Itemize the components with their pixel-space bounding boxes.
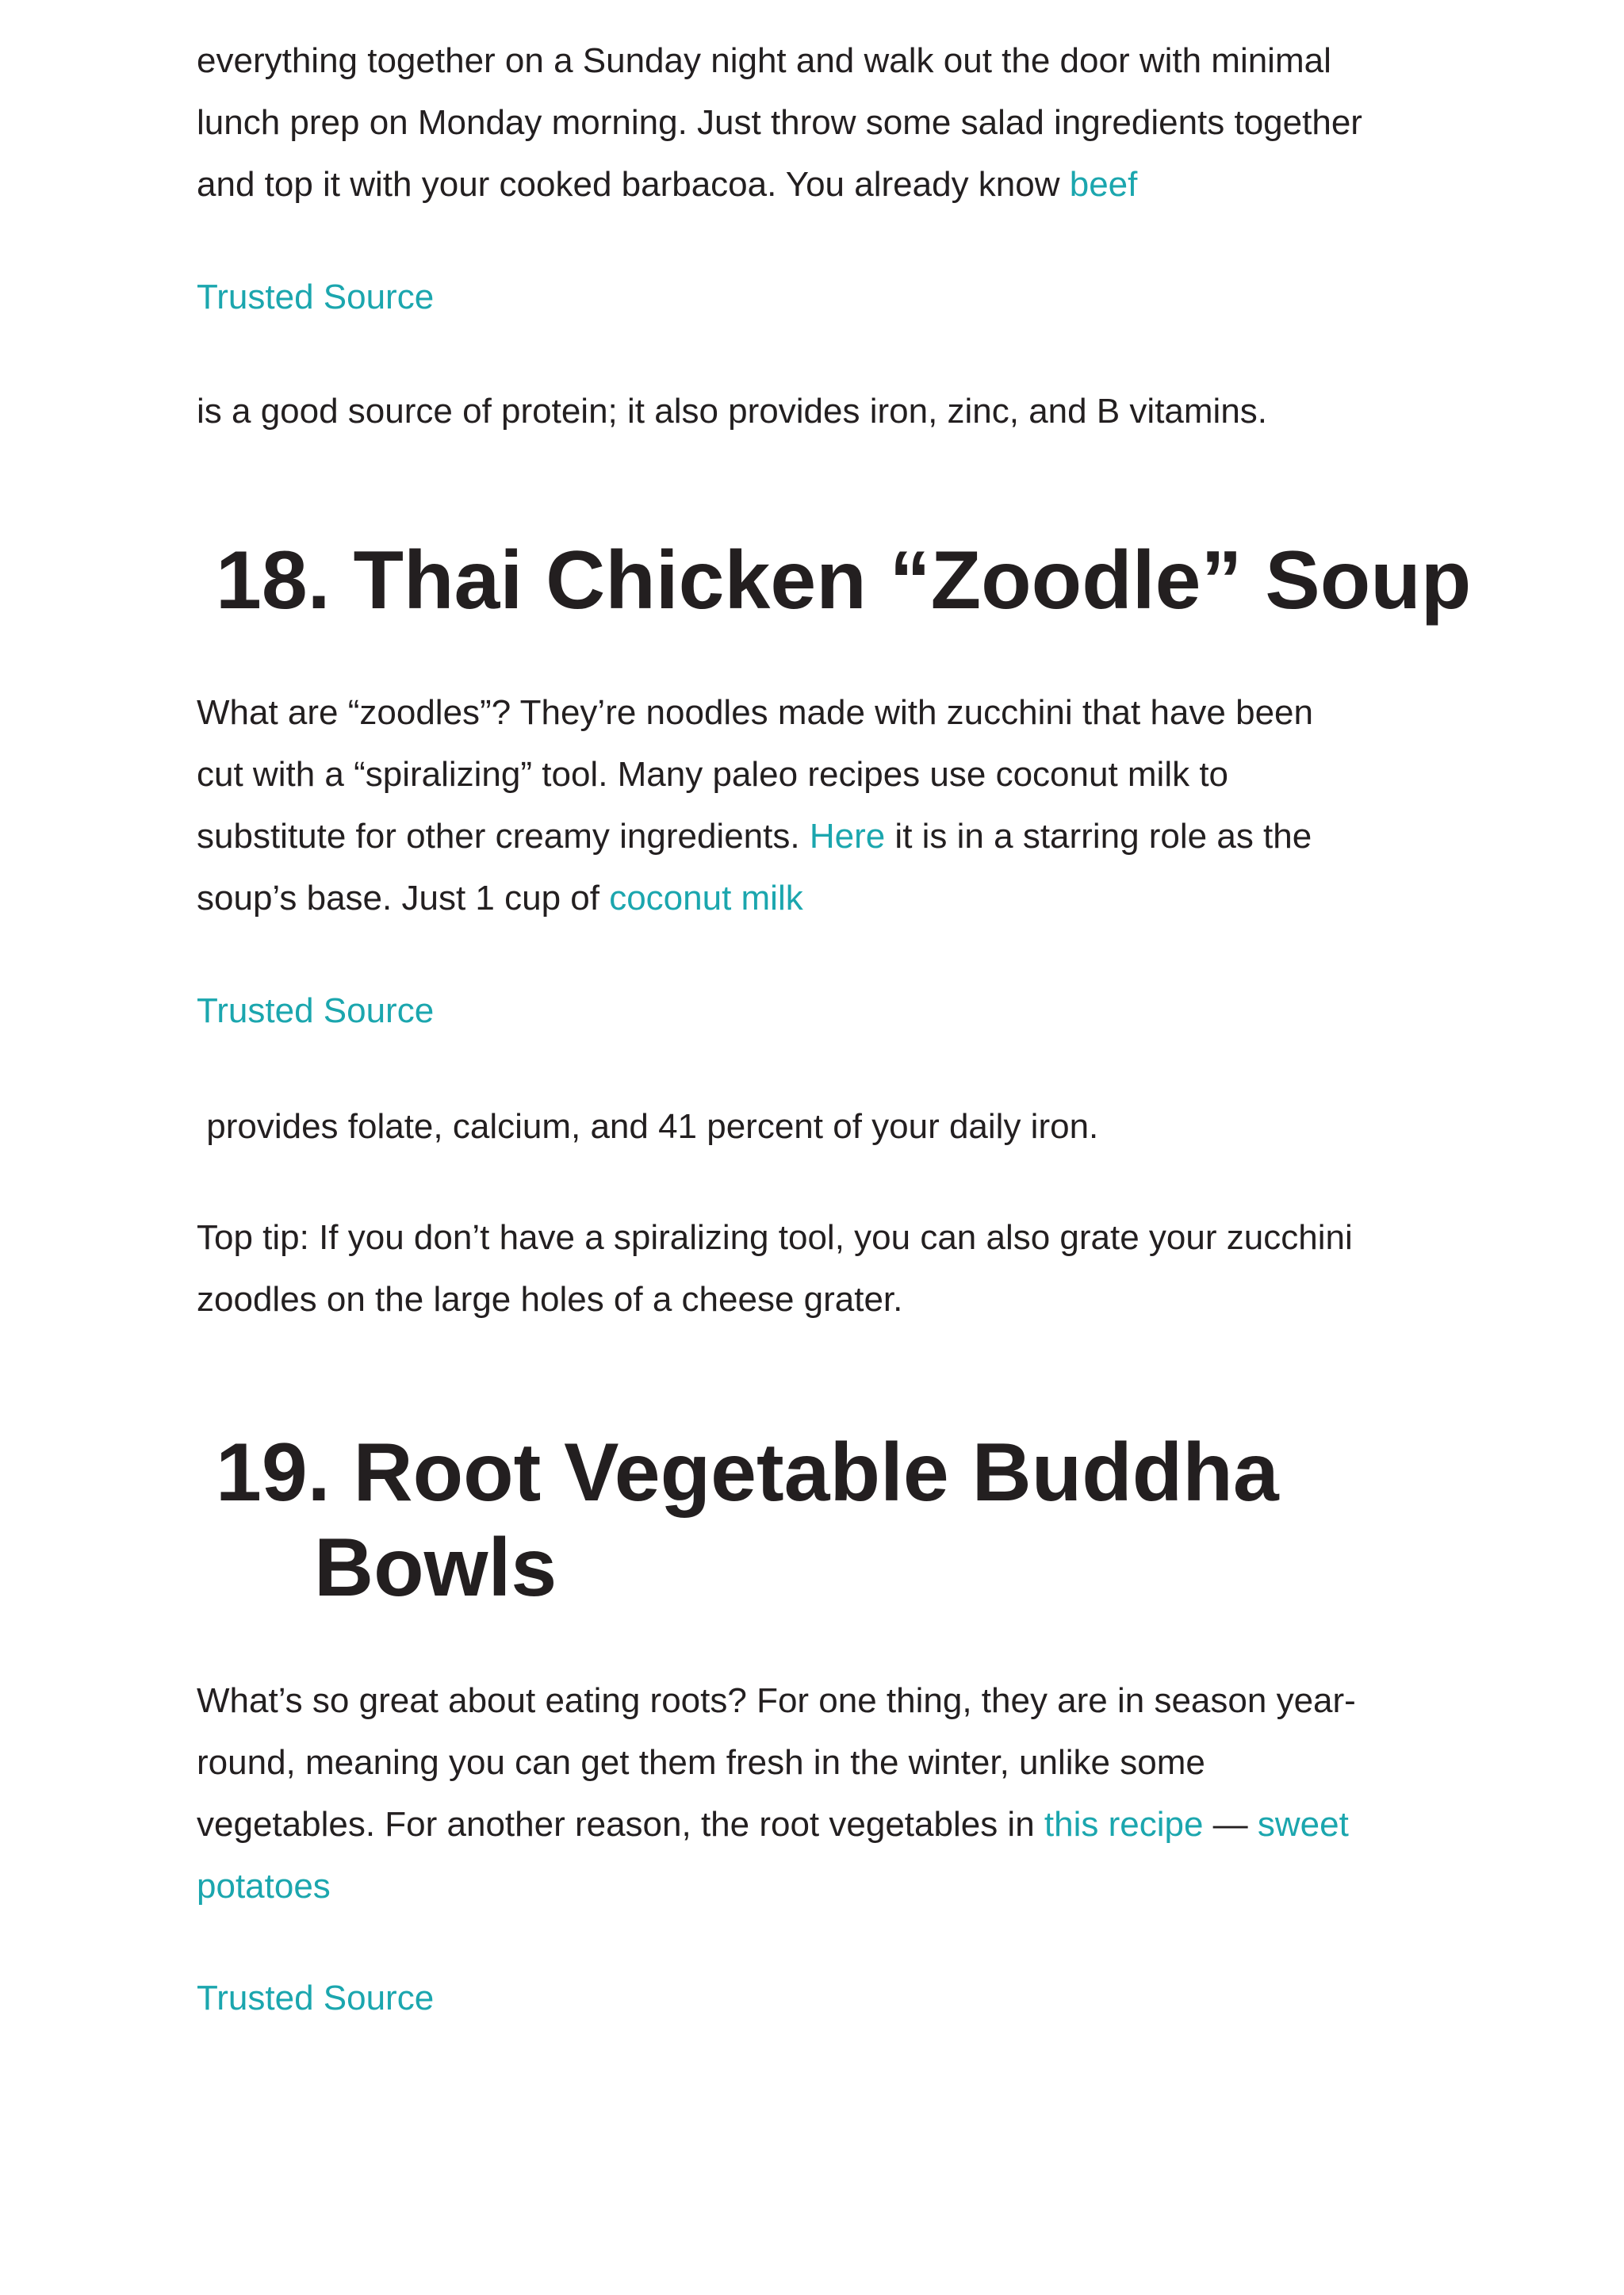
s18-line-3-pre: substitute for other creamy ingredients.: [197, 817, 810, 856]
intro-line-3: [197, 154, 1450, 216]
s19-line-4: [197, 1856, 1450, 1918]
sweet-potatoes-link-part-2[interactable]: potatoes: [197, 1867, 331, 1906]
beef-link[interactable]: beef: [1069, 165, 1138, 204]
sweet-potatoes-link-part-1[interactable]: sweet: [1257, 1805, 1349, 1844]
s18-after-paragraph: [197, 1096, 1450, 1158]
s18-line-4: [197, 868, 1450, 929]
s19-line-1: What’s so great about eating roots? For one thing, they are in season year-: [197, 1681, 1356, 1720]
s18-line-3: [197, 806, 1450, 868]
here-link[interactable]: Here: [809, 817, 886, 856]
section-18-paragraph: [197, 682, 1450, 929]
section-19-heading: [216, 1425, 1279, 1615]
section-18-heading: 18. Thai Chicken “Zoodle” Soup: [216, 534, 1472, 626]
s19-line-3: [197, 1794, 1450, 1856]
intro-after-paragraph: [197, 381, 1450, 443]
s18-line-2: cut with a “spiralizing” tool. Many paleo recipes use coconut milk to: [197, 755, 1229, 794]
s18-line-1: What are “zoodles”? They’re noodles made with zucchini that have been: [197, 693, 1313, 732]
intro-line-3-text: and top it with your cooked barbacoa. You already know: [197, 165, 1070, 204]
trusted-source-link-2[interactable]: Trusted Source: [197, 991, 435, 1030]
tip-line-1: Top tip: If you don’t have a spiralizing tool, you can also grate your zucchini: [197, 1218, 1353, 1257]
top-tip-paragraph: [197, 1207, 1450, 1331]
trusted-source-link-3[interactable]: Trusted Source: [197, 1979, 435, 2017]
tip-line-2: zoodles on the large holes of a cheese grater.: [197, 1280, 903, 1319]
s18-line-3-post: it is in a starring role as the: [885, 817, 1312, 856]
intro-line-1: everything together on a Sunday night and walk out the door with minimal: [197, 41, 1331, 80]
s18-line-4-pre: soup’s base. Just 1 cup of: [197, 879, 610, 918]
s19-line-3-pre: vegetables. For another reason, the root vegetables in: [197, 1805, 1044, 1844]
s19-heading-line-1: 19. Root Vegetable Buddha: [216, 1427, 1279, 1519]
s19-line-3-mid: —: [1203, 1805, 1258, 1844]
intro-after-text: is a good source of protein; it also provides iron, zinc, and B vitamins.: [197, 392, 1268, 431]
s18-after-text: provides folate, calcium, and 41 percent of your daily iron.: [197, 1107, 1099, 1146]
trusted-source-link-1[interactable]: Trusted Source: [197, 278, 435, 316]
this-recipe-link[interactable]: this recipe: [1044, 1805, 1204, 1844]
s19-heading-line-2: Bowls: [314, 1522, 557, 1614]
intro-line-2: lunch prep on Monday morning. Just throw some salad ingredients together: [197, 103, 1362, 142]
coconut-milk-link[interactable]: coconut milk: [609, 879, 803, 918]
section-19-paragraph: [197, 1670, 1450, 1918]
intro-paragraph: [197, 30, 1450, 216]
s19-line-2: round, meaning you can get them fresh in the winter, unlike some: [197, 1743, 1205, 1782]
